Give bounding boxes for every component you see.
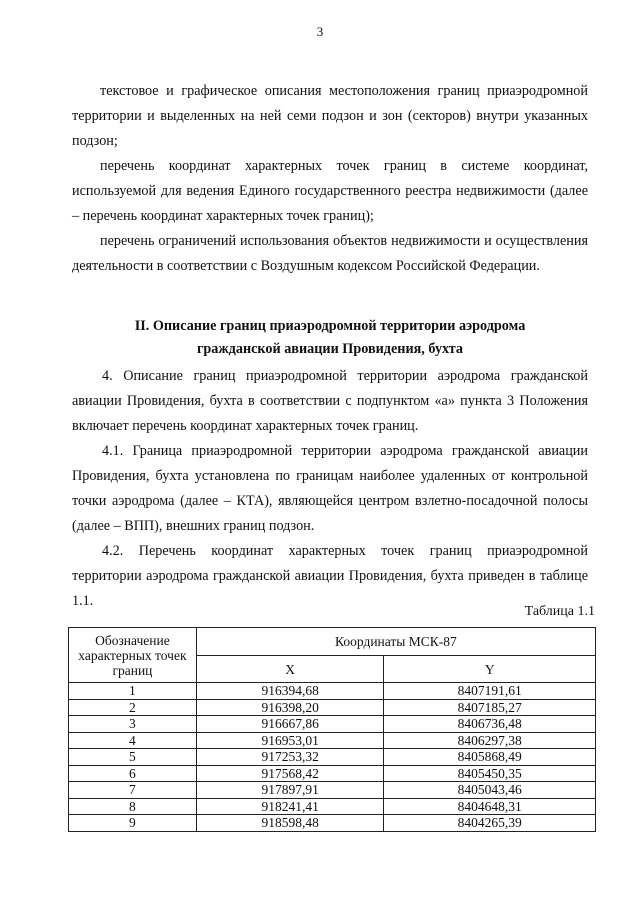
header-coords: Координаты МСК-87 [196, 628, 595, 656]
table-row [69, 749, 596, 766]
table-row [69, 765, 596, 782]
section-paragraph: 4.2. Перечень координат характерных точек границ приаэродромной территории аэродрома гражданской авиации Провидения, бухта приведен в таблице 1.1. [72, 543, 588, 609]
section-heading [72, 315, 588, 361]
point-number: 7 [69, 782, 197, 799]
coord-y: 8406297,38 [384, 732, 596, 749]
table-row [69, 782, 596, 799]
coord-x: 917897,91 [196, 782, 384, 799]
section-paragraph: 4.1. Граница приаэродромной территории аэродрома гражданской авиации Провидения, бухта установлена по границам наиболее удаленных от контрольной точки аэродрома (далее – КТА), являющейся центром взлетно-посадочной полосы (далее – ВПП), внешних границ подзон. [72, 443, 588, 534]
header-point: Обозначение характерных точек границ [69, 628, 197, 683]
section-heading-line: II. Описание границ приаэродромной территории аэродрома [134, 318, 526, 334]
coord-y: 8405450,35 [384, 765, 596, 782]
intro-paragraph: перечень ограничений использования объектов недвижимости и осуществления деятельности в соответствии с Воздушным кодексом Российской Федерации. [72, 233, 588, 274]
table-row [69, 699, 596, 716]
point-number: 2 [69, 699, 197, 716]
coord-x: 916394,68 [196, 683, 384, 700]
point-number: 3 [69, 716, 197, 733]
coord-y: 8407185,27 [384, 699, 596, 716]
coordinates-table [68, 627, 596, 832]
point-number: 9 [69, 815, 197, 832]
section-paragraph: 4. Описание границ приаэродромной территории аэродрома гражданской авиации Провидения, бухта в соответствии с подпунктом «а» пункта 3 Положения включает перечень координат характерных точек границ. [72, 368, 588, 434]
table-caption: Таблица 1.1 [524, 604, 595, 619]
point-number: 8 [69, 798, 197, 815]
point-number: 5 [69, 749, 197, 766]
section-heading-line: гражданской авиации Провидения, бухта [196, 341, 464, 357]
point-number: 6 [69, 765, 197, 782]
coord-y: 8404265,39 [384, 815, 596, 832]
coord-x: 916953,01 [196, 732, 384, 749]
coord-x: 918241,41 [196, 798, 384, 815]
table-row [69, 683, 596, 700]
coord-x: 916398,20 [196, 699, 384, 716]
point-number: 4 [69, 732, 197, 749]
header-y: Y [384, 656, 596, 683]
intro-paragraph: перечень координат характерных точек границ в системе координат, используемой для ведения Единого государственного реестра недвижимости (далее – перечень координат характерных точек границ); [72, 158, 588, 224]
table-row [69, 716, 596, 733]
point-number: 1 [69, 683, 197, 700]
coord-x: 918598,48 [196, 815, 384, 832]
page-number: 3 [316, 24, 324, 39]
coord-y: 8405868,49 [384, 749, 596, 766]
coord-y: 8405043,46 [384, 782, 596, 799]
section-body [72, 364, 588, 614]
coord-x: 917253,32 [196, 749, 384, 766]
intro-list [72, 79, 588, 279]
table-row [69, 732, 596, 749]
coord-y: 8406736,48 [384, 716, 596, 733]
intro-paragraph: текстовое и графическое описания местоположения границ приаэродромной территории и выделенных на ней семи подзон и зон (секторов) внутри указанных подзон; [72, 83, 588, 149]
coord-y: 8404648,31 [384, 798, 596, 815]
coord-x: 916667,86 [196, 716, 384, 733]
coord-y: 8407191,61 [384, 683, 596, 700]
table-row [69, 815, 596, 832]
table-row [69, 798, 596, 815]
header-x: X [196, 656, 384, 683]
coord-x: 917568,42 [196, 765, 384, 782]
